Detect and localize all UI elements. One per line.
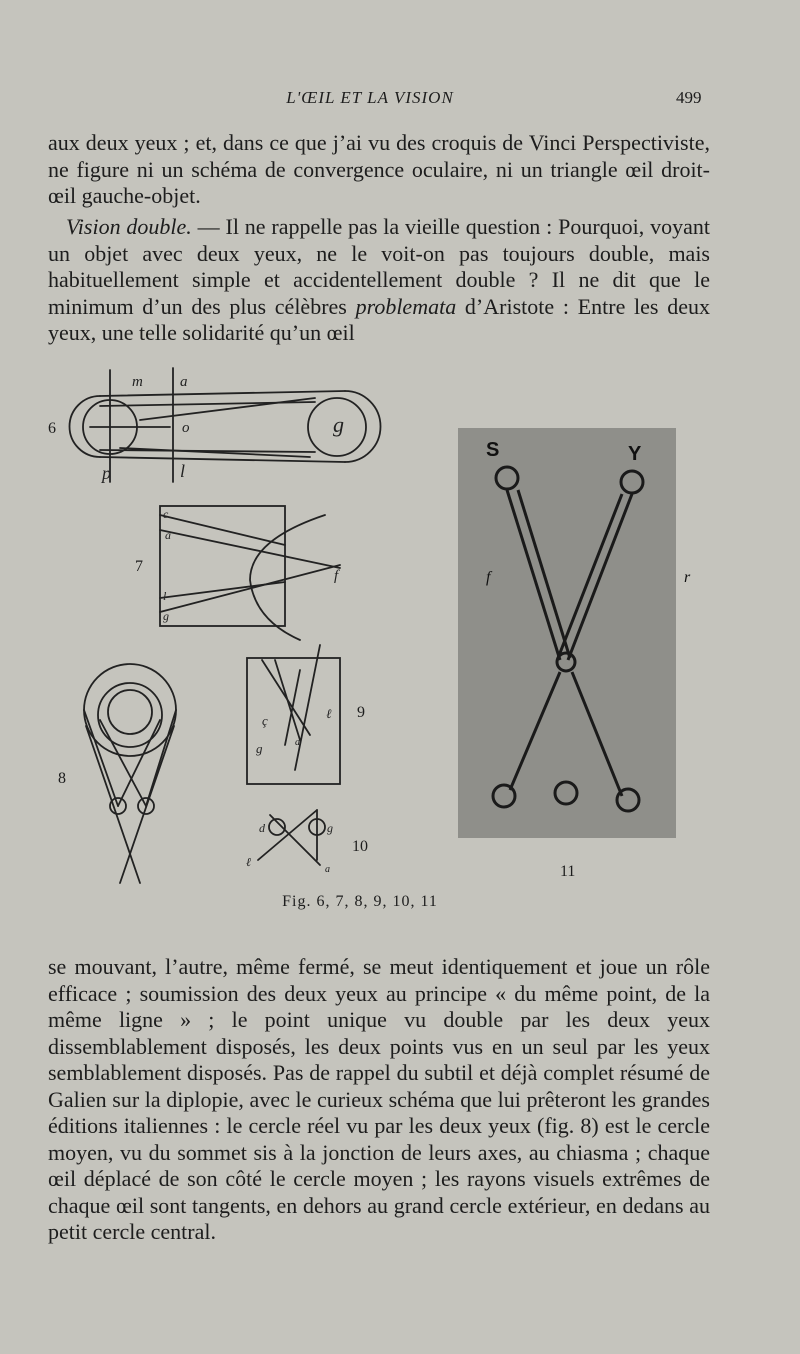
fig6-label-g: g (333, 412, 344, 437)
fig10-label-e: ℓ (246, 855, 251, 869)
figure-11-drawing (493, 467, 643, 811)
page-number: 499 (676, 88, 702, 107)
fig7-label-g: g (163, 609, 169, 623)
fig7-label-f: f (334, 568, 339, 584)
emphasis-problemata: problemata (355, 293, 457, 319)
fig9-label-c: ç (262, 713, 268, 728)
fig9-label-e: ℓ (326, 706, 332, 721)
fig6-label-l: l (180, 461, 186, 481)
paragraph-2-text-b: d’Aristote : Entre les deux yeux, une telle solidarité qu’un œil (48, 293, 710, 345)
section-heading: Vision double. (66, 214, 192, 239)
figure-10-number: 10 (352, 838, 368, 855)
fig11-label-f: f (486, 569, 491, 586)
fig6-label-m: m (132, 374, 143, 390)
figure-8-number: 8 (58, 770, 66, 787)
fig11-label-s: S (486, 439, 500, 461)
figure-7-number: 7 (135, 558, 143, 575)
fig11-label-r: r (684, 569, 691, 586)
running-title: L'ŒIL ET LA VISION (286, 88, 454, 107)
fig10-label-g: g (327, 821, 333, 835)
paragraph-1: aux deux yeux ; et, dans ce que j’ai vu des croquis de Vinci Perspectiviste, ne figure ni un schéma de convergence oculaire, ni un triangle œil droit-œil gauche-objet. (48, 130, 710, 208)
fig7-label-c: c (163, 507, 169, 521)
fig6-label-p: p (102, 463, 111, 483)
figure-6-number: 6 (48, 420, 56, 437)
fig10-label-a: a (325, 864, 330, 875)
figure-11-number: 11 (560, 863, 576, 880)
figures-illustration (0, 360, 800, 890)
figure-7-diagram (160, 506, 340, 640)
page-header (0, 88, 800, 114)
fig9-label-g: g (256, 741, 263, 756)
paragraph-2-text-a: — Il ne rappelle pas la vieille question : Pourquoi, voyant un objet avec deux yeux, ne le voit-on pas toujours double, mais habituellement simple et accidentellement double ? Il ne dit que le minimum d’un des plus célèbres (48, 214, 710, 319)
paragraph-2 (48, 214, 710, 347)
fig10-label-d: d (259, 821, 265, 835)
fig6-label-o: o (182, 420, 190, 436)
paragraph-3: se mouvant, l’autre, même fermé, se meut identiquement et joue un rôle efficace ; soumission des deux yeux au principe « du même point, de la même ligne » ; le point unique vu double par les deux yeux dissemblablement disposés, les deux points vus en un seul par les yeux semblablement disposés. Pas de rappel du subtil et déjà complet résumé de Galien sur la diplopie, avec le curieux schéma que lui prêteront les grandes éditions italiennes : le cercle réel vu par les deux yeux (fig. 8) est le cercle moyen, vu du sommet sis à la jonction de leurs axes, au chiasma ; chaque œil déplacé de son côté le cercle moyen ; les rayons visuels extrêmes de chaque œil sont tangents, en dehors au grand cercle extérieur, en dedans au petit cercle central. (48, 954, 710, 1244)
fig7-label-l: l (163, 589, 167, 603)
figure-caption: Fig. 6, 7, 8, 9, 10, 11 (282, 893, 438, 910)
figure-9-number: 9 (357, 704, 365, 721)
figure-10-diagram (258, 810, 325, 865)
fig7-label-a: a (165, 528, 171, 542)
fig6-label-a: a (180, 374, 188, 390)
fig11-label-y: Y (628, 443, 642, 465)
figure-8-diagram (84, 664, 176, 883)
fig9-label-a: a (295, 737, 300, 748)
